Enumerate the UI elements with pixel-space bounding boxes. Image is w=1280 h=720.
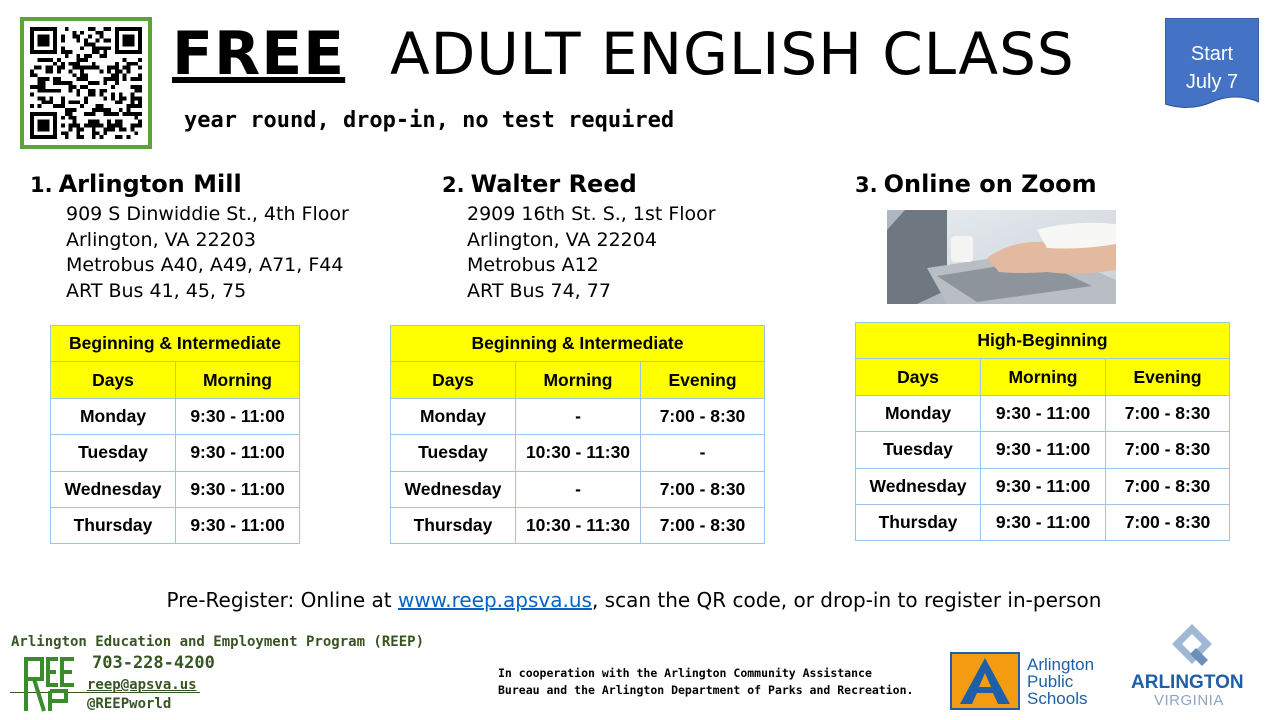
time-cell: 7:00 - 8:30 <box>1106 504 1230 540</box>
day-cell: Tuesday <box>856 432 981 468</box>
arlington-county-logo <box>1168 622 1216 670</box>
pre-register-tail: , scan the QR code, or drop-in to register in-person <box>591 588 1102 612</box>
aps-wordmark <box>1027 656 1094 707</box>
level-header: High-Beginning <box>856 323 1230 359</box>
table-row <box>51 507 300 543</box>
subtitle: year round, drop-in, no test required <box>184 108 675 133</box>
time-cell: 10:30 - 11:30 <box>516 435 641 471</box>
bus-line: ART Bus 74, 77 <box>467 279 611 302</box>
cooperation-note <box>498 665 913 699</box>
address-line: 2909 16th St. S., 1st Floor <box>467 203 716 225</box>
time-cell: 7:00 - 8:30 <box>641 507 765 543</box>
time-cell: - <box>516 471 641 507</box>
social-handle: @REEPworld <box>87 696 172 712</box>
location-number: 1. <box>30 173 53 197</box>
table-row <box>391 471 765 507</box>
day-cell: Thursday <box>856 504 981 540</box>
time-cell: - <box>641 435 765 471</box>
address-line: Arlington, VA 22203 <box>66 228 256 251</box>
start-date: July 7 <box>1185 71 1239 93</box>
day-cell: Monday <box>856 395 981 431</box>
email-link[interactable]: reep@apsva.us <box>87 677 197 693</box>
time-cell: 9:30 - 11:00 <box>981 468 1106 504</box>
reep-logo <box>22 655 78 713</box>
cooperation-line: In cooperation with the Arlington Community Assistance <box>498 666 872 680</box>
time-cell: 7:00 - 8:30 <box>1106 432 1230 468</box>
table-row <box>51 398 300 434</box>
bus-line: ART Bus 41, 45, 75 <box>66 279 247 302</box>
table-row <box>51 471 300 507</box>
time-cell: 9:30 - 11:00 <box>981 504 1106 540</box>
aps-line: Arlington <box>1027 655 1095 674</box>
time-cell: - <box>516 398 641 434</box>
level-header: Beginning & Intermediate <box>391 326 765 362</box>
column-header-evening: Evening <box>1106 359 1230 395</box>
time-cell: 10:30 - 11:30 <box>516 507 641 543</box>
pre-register-lead: Pre-Register: Online at <box>166 588 398 612</box>
column-header-days: Days <box>391 362 516 398</box>
column-header-morning: Morning <box>176 362 300 398</box>
time-cell: 9:30 - 11:00 <box>176 471 300 507</box>
schedule-table-online-zoom <box>855 322 1230 541</box>
day-cell: Thursday <box>51 507 176 543</box>
schedule-table-arlington-mill <box>50 325 300 544</box>
time-cell: 7:00 - 8:30 <box>1106 468 1230 504</box>
arlington-public-schools-logo <box>950 652 1020 710</box>
time-cell: 7:00 - 8:30 <box>641 398 765 434</box>
address-arlington-mill <box>66 202 349 304</box>
pre-register-text <box>0 588 1268 612</box>
start-label: Start <box>1190 43 1234 65</box>
column-header-evening: Evening <box>641 362 765 398</box>
day-cell: Wednesday <box>51 471 176 507</box>
column-header-morning: Morning <box>981 359 1106 395</box>
day-cell: Tuesday <box>51 435 176 471</box>
cooperation-line: Bureau and the Arlington Department of Parks and Recreation. <box>498 683 914 697</box>
arlington-wordmark: ARLINGTON <box>1131 672 1244 693</box>
location-heading-walter-reed <box>442 170 637 198</box>
location-number: 2. <box>442 173 465 197</box>
address-walter-reed <box>467 202 716 304</box>
website-link[interactable]: www.reep.apsva.us <box>397 588 592 612</box>
qr-code <box>20 17 152 149</box>
time-cell: 7:00 - 8:30 <box>1106 395 1230 431</box>
table-row <box>856 504 1230 540</box>
location-heading-online-zoom <box>855 170 1097 198</box>
aps-line: Schools <box>1027 689 1088 708</box>
bus-line: Metrobus A40, A49, A71, F44 <box>66 254 344 276</box>
location-number: 3. <box>855 173 878 197</box>
location-name: Arlington Mill <box>58 170 242 198</box>
day-cell: Wednesday <box>856 468 981 504</box>
column-header-days: Days <box>51 362 176 398</box>
location-heading-arlington-mill <box>30 170 242 198</box>
time-cell: 9:30 - 11:00 <box>176 507 300 543</box>
day-cell: Wednesday <box>391 471 516 507</box>
address-line: Arlington, VA 22204 <box>467 228 657 251</box>
table-row <box>391 507 765 543</box>
laptop-photo <box>887 210 1116 304</box>
organization-name: Arlington Education and Employment Program (REEP) <box>11 634 425 650</box>
free-heading: FREE <box>172 19 346 89</box>
time-cell: 9:30 - 11:00 <box>981 432 1106 468</box>
table-row <box>856 432 1230 468</box>
address-line: 909 S Dinwiddie St., 4th Floor <box>66 203 349 225</box>
time-cell: 9:30 - 11:00 <box>176 398 300 434</box>
table-row <box>856 468 1230 504</box>
day-cell: Thursday <box>391 507 516 543</box>
table-row <box>391 435 765 471</box>
virginia-wordmark: VIRGINIA <box>1154 692 1224 709</box>
table-row <box>51 435 300 471</box>
location-name: Walter Reed <box>470 170 637 198</box>
column-header-days: Days <box>856 359 981 395</box>
table-row <box>391 398 765 434</box>
column-header-morning: Morning <box>516 362 641 398</box>
aps-line: Public <box>1027 672 1074 691</box>
day-cell: Tuesday <box>391 435 516 471</box>
day-cell: Monday <box>391 398 516 434</box>
time-cell: 7:00 - 8:30 <box>641 471 765 507</box>
bus-line: Metrobus A12 <box>467 254 599 276</box>
table-row <box>856 395 1230 431</box>
page-title: ADULT ENGLISH CLASS <box>390 20 1075 88</box>
location-name: Online on Zoom <box>883 170 1097 198</box>
start-date-badge <box>1165 18 1259 110</box>
time-cell: 9:30 - 11:00 <box>176 435 300 471</box>
time-cell: 9:30 - 11:00 <box>981 395 1106 431</box>
phone-number: 703-228-4200 <box>92 653 215 673</box>
day-cell: Monday <box>51 398 176 434</box>
level-header: Beginning & Intermediate <box>51 326 300 362</box>
schedule-table-walter-reed <box>390 325 765 544</box>
